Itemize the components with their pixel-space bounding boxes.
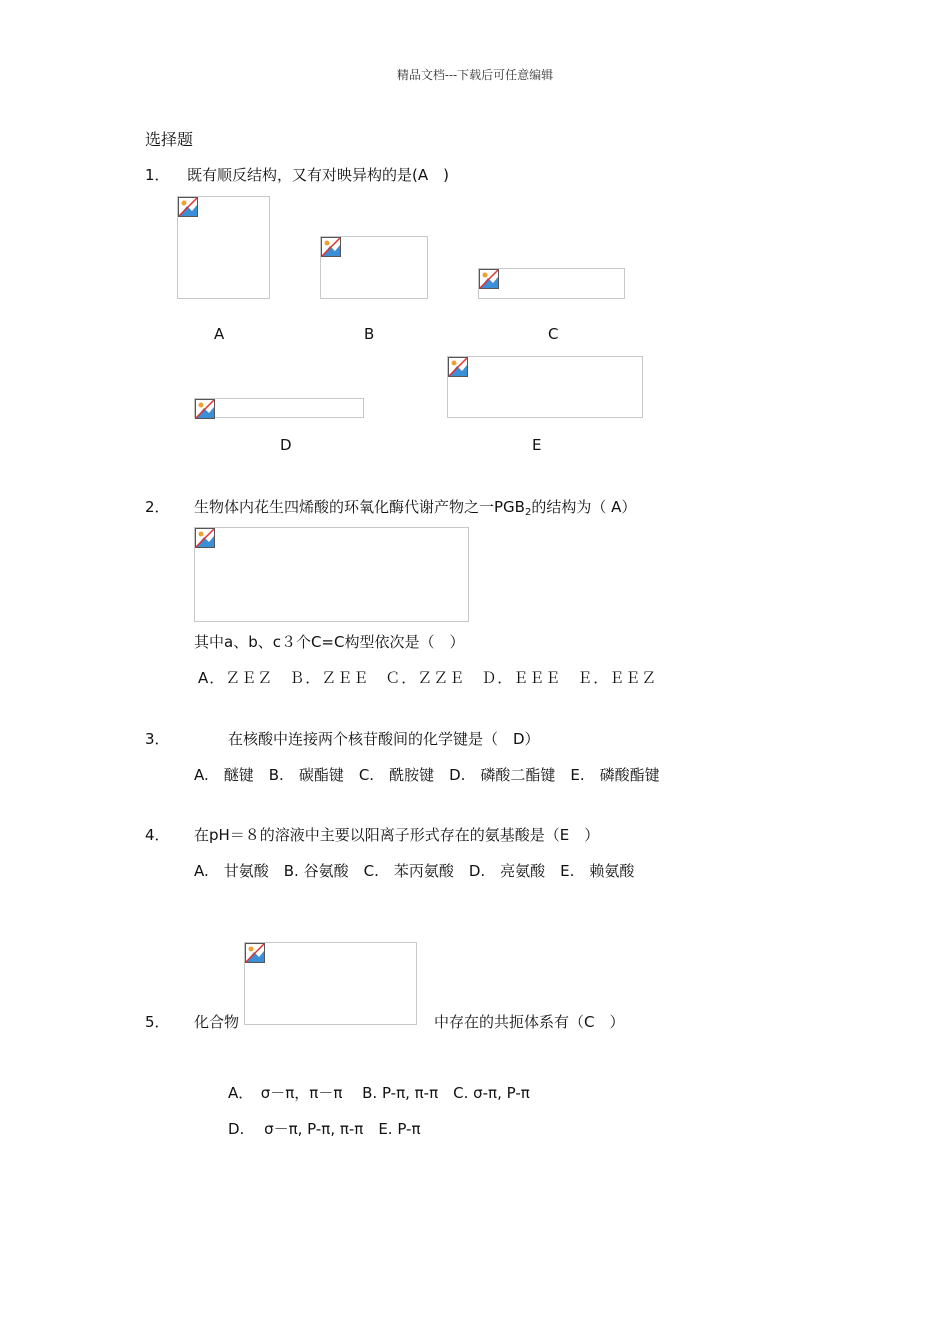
- q3-number: 3．: [145, 730, 170, 748]
- page-header: 精品文档---下载后可任意编辑: [396, 68, 554, 82]
- q3-text: 在核酸中连接两个核苷酸间的化学键是（ D）: [228, 730, 540, 748]
- q5-number: 5．: [145, 1013, 170, 1031]
- q1-image-a: [177, 196, 270, 299]
- q2-text-sub: 2: [524, 507, 532, 518]
- q4-options: A. 甘氨酸 B. 谷氨酸 C. 苯丙氨酸 D. 亮氨酸 E. 赖氨酸: [194, 862, 635, 880]
- q1-number: 1．: [145, 166, 170, 184]
- q1-label-d: D: [280, 436, 292, 454]
- q2-sub-question: 其中a、b、c３个C=C构型依次是（ ）: [194, 633, 465, 651]
- section-title: 选择题: [145, 130, 194, 149]
- q1-image-d: [194, 398, 364, 418]
- broken-image-icon: [245, 943, 265, 963]
- q2-options: A．ＺＥＺ Ｂ．ＺＥＥ Ｃ．ＺＺＥ Ｄ．ＥＥＥ Ｅ．ＥＥＺ: [198, 669, 658, 687]
- q1-image-b: [320, 236, 428, 299]
- broken-image-icon: [195, 399, 215, 419]
- q2-text-pre: 生物体内花生四烯酸的环氧化酶代谢产物之一PGB: [194, 498, 525, 516]
- q1-image-e: [447, 356, 643, 418]
- broken-image-icon: [178, 197, 198, 217]
- q5-options-line1: A． σ－π，π－π B. P-π, π-π C. σ-π, P-π: [228, 1084, 530, 1102]
- q1-image-c: [478, 268, 625, 299]
- q5-text-pre: 化合物: [194, 1013, 240, 1031]
- q2-text: [194, 496, 636, 518]
- q1-label-e: E: [532, 436, 542, 454]
- q5-text-post: 中存在的共扼体系有（C ）: [434, 1013, 625, 1031]
- q3-options: A. 醚键 B. 碳酯键 C. 酰胺键 D. 磷酸二酯键 E. 磷酸酯键: [194, 766, 660, 784]
- broken-image-icon: [195, 528, 215, 548]
- q4-text: 在pH＝８的溶液中主要以阳离子形式存在的氨基酸是（E ）: [194, 826, 600, 844]
- q1-label-a: A: [214, 325, 225, 343]
- q2-image: [194, 527, 469, 622]
- q1-text: 既有顺反结构，又有对映异构的是(A ): [187, 166, 449, 184]
- broken-image-icon: [321, 237, 341, 257]
- q4-number: 4．: [145, 826, 170, 844]
- q2-number: 2．: [145, 498, 170, 516]
- q5-options-line2: D. σ－π, P-π, π-π E. P-π: [228, 1120, 421, 1138]
- q1-label-c: C: [548, 325, 559, 343]
- q2-text-post: 的结构为（ A）: [531, 498, 637, 516]
- q1-label-b: B: [364, 325, 375, 343]
- broken-image-icon: [448, 357, 468, 377]
- broken-image-icon: [479, 269, 499, 289]
- q5-image: [244, 942, 417, 1025]
